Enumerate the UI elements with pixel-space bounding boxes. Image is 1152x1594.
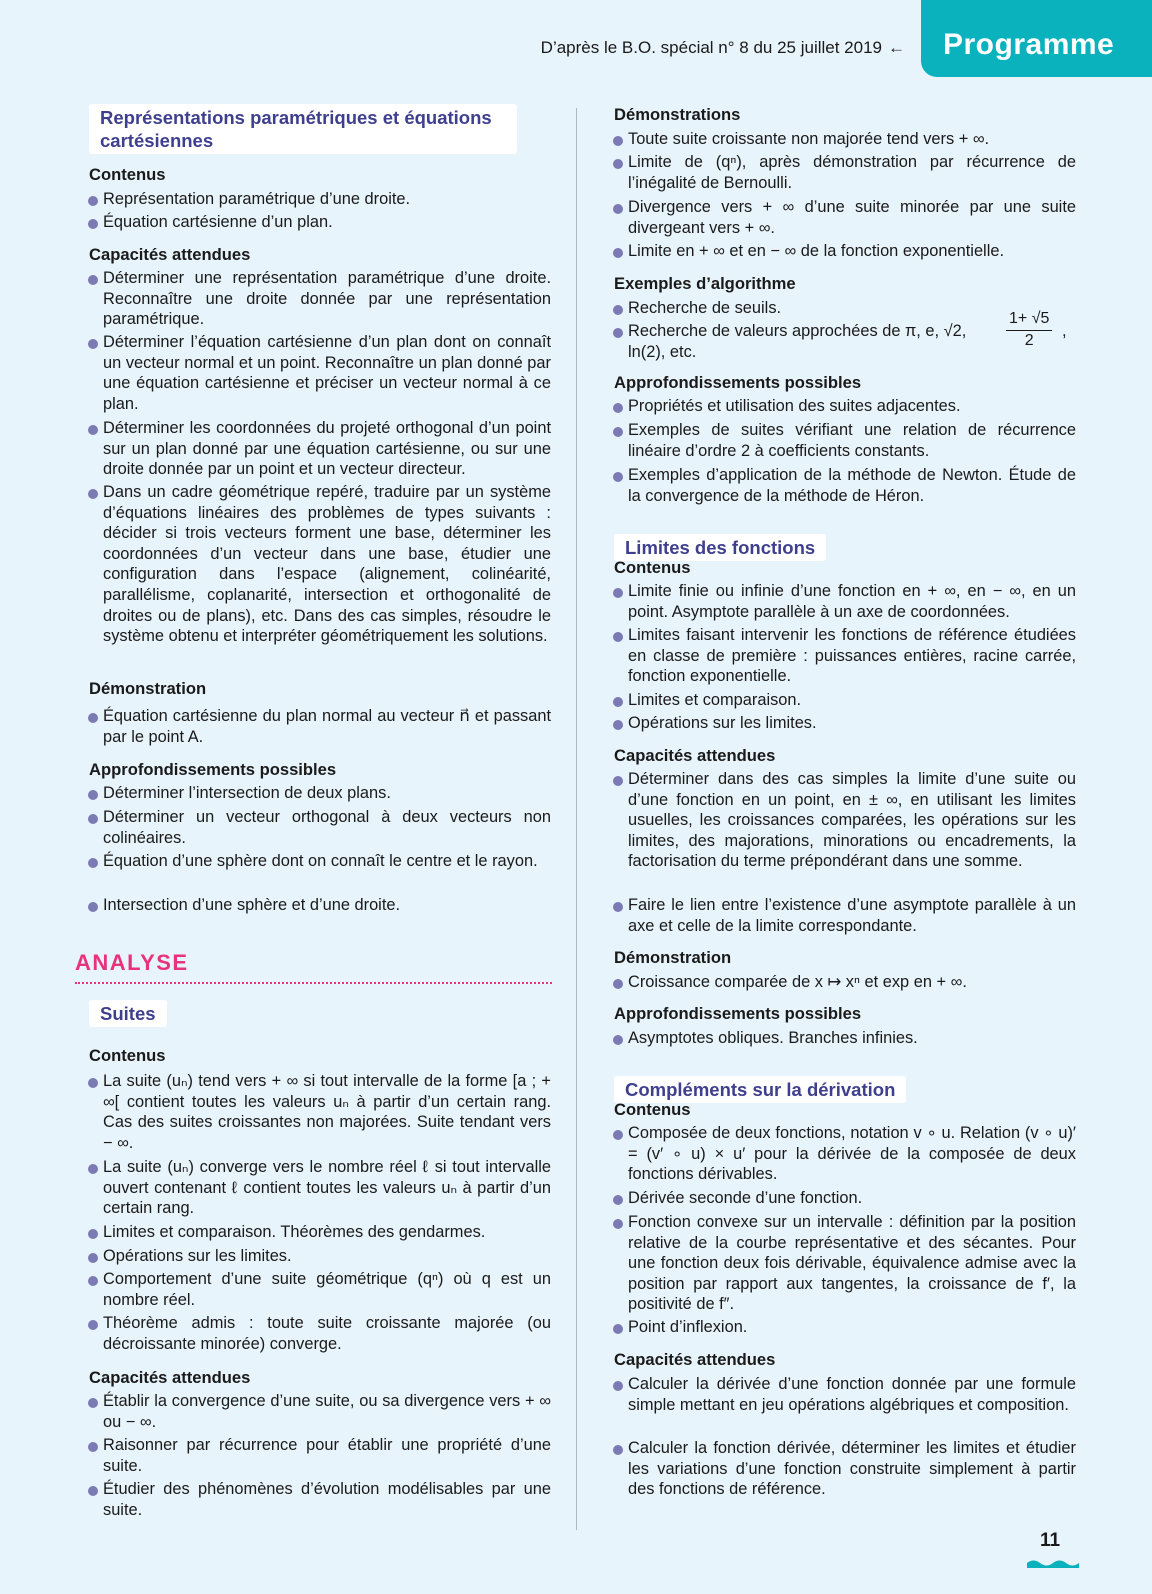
list-item: Étudier des phénomènes d’évolution modélisables par une suite. (89, 1479, 551, 1520)
list-item: Déterminer l’intersection de deux plans. (89, 783, 551, 804)
list-item: Déterminer les coordonnées du projeté orthogonal d’un point sur un plan donné par une équation cartésienne, ou sur une droite donnée par un point et un vecteur directeur. (89, 418, 551, 480)
list-item: Asymptotes obliques. Branches infinies. (614, 1028, 1076, 1049)
golden-ratio-fraction (1006, 309, 1052, 351)
list-item: Représentation paramétrique d’une droite. (89, 189, 551, 210)
list-item: Déterminer dans des cas simples la limite d’une suite ou d’une fonction en un point, en ± ∞, en utilisant les limites usuelles, les croissances comparées, les opérations sur les limites, des majorations, minorations ou encadrements, la factorisation du terme prépondérant dans une somme. (614, 769, 1076, 872)
list-item: Limites et comparaison. Théorèmes des gendarmes. (89, 1222, 551, 1243)
list-item: Limites et comparaison. (614, 690, 1076, 711)
list-item: Calculer la fonction dérivée, déterminer les limites et étudier les variations d’une fonction construite simplement à partir des fonctions de référence. (614, 1438, 1076, 1500)
list-item: La suite (uₙ) converge vers le nombre réel ℓ si tout intervalle ouvert contenant ℓ contient toutes les valeurs uₙ à partir d’un certain rang. (89, 1157, 551, 1219)
lim-capacites-heading: Capacités attendues (614, 746, 776, 765)
list-item: Recherche de seuils. (614, 298, 1076, 319)
list-item: Limite finie ou infinie d’une fonction en + ∞, en − ∞, en un point. Asymptote parallèle à un axe de coordonnées. (614, 581, 1076, 622)
list-item: Théorème admis : toute suite croissante majorée (ou décroissante minorée) converge. (89, 1313, 551, 1354)
column-divider (576, 108, 577, 1530)
list-item: Comportement d’une suite géométrique (qⁿ) où q est un nombre réel. (89, 1269, 551, 1310)
algo-text-end: ln(2), etc. (628, 342, 697, 361)
suites-contenus-heading: Contenus (89, 1046, 166, 1065)
list-item: Opérations sur les limites. (614, 713, 1076, 734)
header-reference (480, 38, 905, 58)
section-title-suites: Suites (89, 1000, 167, 1027)
list-item: Exemples d’application de la méthode de Newton. Étude de la convergence de la méthode de Héron. (614, 465, 1076, 506)
algorithme-heading: Exemples d’algorithme (614, 274, 796, 293)
page-number: 11 (1040, 1530, 1061, 1551)
arrow-left-icon: ← (888, 38, 905, 57)
list-item: Calculer la dérivée d’une fonction donnée par une formule simple mettant en jeu opérations algébriques et composition. (614, 1374, 1076, 1415)
fraction-numerator: 1+ √5 (1006, 309, 1052, 331)
lim-contenus-heading: Contenus (614, 558, 691, 577)
demonstration-heading: Démonstration (89, 679, 207, 698)
reference-text: D’après le B.O. spécial n° 8 du 25 juillet 2019 (540, 38, 882, 57)
capacites-heading: Capacités attendues (89, 245, 251, 264)
deriv-capacites-heading: Capacités attendues (614, 1350, 776, 1369)
list-item: Équation cartésienne d’un plan. (89, 212, 551, 233)
list-item: Divergence vers + ∞ d’une suite minorée par une suite divergeant vers + ∞. (614, 197, 1076, 238)
lim-demo-heading: Démonstration (614, 948, 732, 967)
list-item: Dans un cadre géométrique repéré, traduire par un système d’équations linéaires des problèmes de types suivants : décider si trois vecteurs forment une base, déterminer les coordonnées d’un vecteur dans une base, étudier une configuration dans l’espace (alignement, colinéarité, parallélisme, coplanarité, intersection et orthogonalité de droites ou de plans), etc. Dans des cas simples, résoudre le système obtenu et interpréter géométriquement les solutions. (89, 482, 551, 647)
section-title-limites: Limites des fonctions (614, 534, 826, 561)
analyse-heading: ANALYSE (75, 950, 189, 975)
approfondissements-heading: Approfondissements possibles (89, 760, 337, 779)
list-item: Dérivée seconde d’une fonction. (614, 1188, 1076, 1209)
programme-tab (921, 0, 1152, 77)
list-item: Équation cartésienne du plan normal au vecteur n⃗ et passant par le point A. (89, 706, 551, 747)
list-item (614, 321, 998, 362)
list-item: Faire le lien entre l’existence d’une asymptote parallèle à un axe et celle de la limite correspondante. (614, 895, 1076, 936)
algo-text: Recherche de valeurs approchées de π, e, √2, (628, 322, 967, 340)
list-item: Raisonner par récurrence pour établir une propriété d’une suite. (89, 1435, 551, 1476)
section-title-representations: Représentations paramétriques et équations cartésiennes (89, 104, 517, 154)
list-item: Établir la convergence d’une suite, ou sa divergence vers + ∞ ou − ∞. (89, 1391, 551, 1432)
suites-capacites-heading: Capacités attendues (89, 1368, 251, 1387)
list-item: Toute suite croissante non majorée tend vers + ∞. (614, 129, 1076, 150)
list-item: Limite de (qⁿ), après démonstration par récurrence de l’inégalité de Bernoulli. (614, 152, 1076, 193)
comma: , (1062, 322, 1067, 340)
lim-approf-heading: Approfondissements possibles (614, 1004, 862, 1023)
contenus-heading: Contenus (89, 165, 166, 184)
list-item: Composée de deux fonctions, notation v ∘ u. Relation (v ∘ u)′ = (v′ ∘ u) × u′ pour la dérivée de la composée de deux fonctions dérivables. (614, 1123, 1076, 1185)
list-item: Exemples de suites vérifiant une relation de récurrence linéaire d’ordre 2 à coefficients constants. (614, 420, 1076, 461)
deriv-contenus-heading: Contenus (614, 1100, 691, 1119)
list-item: Limites faisant intervenir les fonctions de référence étudiées en classe de première : puissances entières, racine carrée, fonction exponentielle. (614, 625, 1076, 687)
list-item: Limite en + ∞ et en − ∞ de la fonction exponentielle. (614, 241, 1076, 262)
analyse-dotted-rule (75, 982, 552, 984)
list-item: La suite (uₙ) tend vers + ∞ si tout intervalle de la forme [a ; + ∞[ contient toutes les valeurs uₙ à partir d’un certain rang. Cas des suites croissantes non majorées. Suite tendant vers − ∞. (89, 1071, 551, 1153)
list-item: Fonction convexe sur un intervalle : définition par la position relative de la courbe représentative et des sécantes. Pour une fonction deux fois dérivable, équivalence admise avec la position par rapport aux tangentes, la croissance de f′, la positivité de f″. (614, 1212, 1076, 1315)
demonstrations-heading: Démonstrations (614, 105, 741, 124)
list-item: Intersection d’une sphère et d’une droite. (89, 895, 551, 916)
list-item: Croissance comparée de x ↦ xⁿ et exp en + ∞. (614, 972, 1076, 993)
list-item: Équation d’une sphère dont on connaît le centre et le rayon. (89, 851, 551, 872)
list-item: Déterminer une représentation paramétrique d’une droite. Reconnaître une droite donnée par une représentation paramétrique. (89, 268, 551, 330)
fraction-denominator: 2 (1024, 331, 1034, 349)
list-item: Propriétés et utilisation des suites adjacentes. (614, 396, 1076, 417)
list-item: Opérations sur les limites. (89, 1246, 551, 1267)
list-item: Déterminer l’équation cartésienne d’un plan dont on connaît un vecteur normal et un point. Reconnaître un plan donné par une équation cartésienne et préciser un vecteur normal à ce plan. (89, 332, 551, 414)
list-item: Déterminer un vecteur orthogonal à deux vecteurs non colinéaires. (89, 807, 551, 848)
section-title-derivation: Compléments sur la dérivation (614, 1076, 906, 1103)
list-item: Point d’inflexion. (614, 1317, 1076, 1338)
programme-label: Programme (943, 28, 1115, 61)
approf-heading: Approfondissements possibles (614, 373, 862, 392)
wave-ornament-icon (1027, 1558, 1079, 1568)
